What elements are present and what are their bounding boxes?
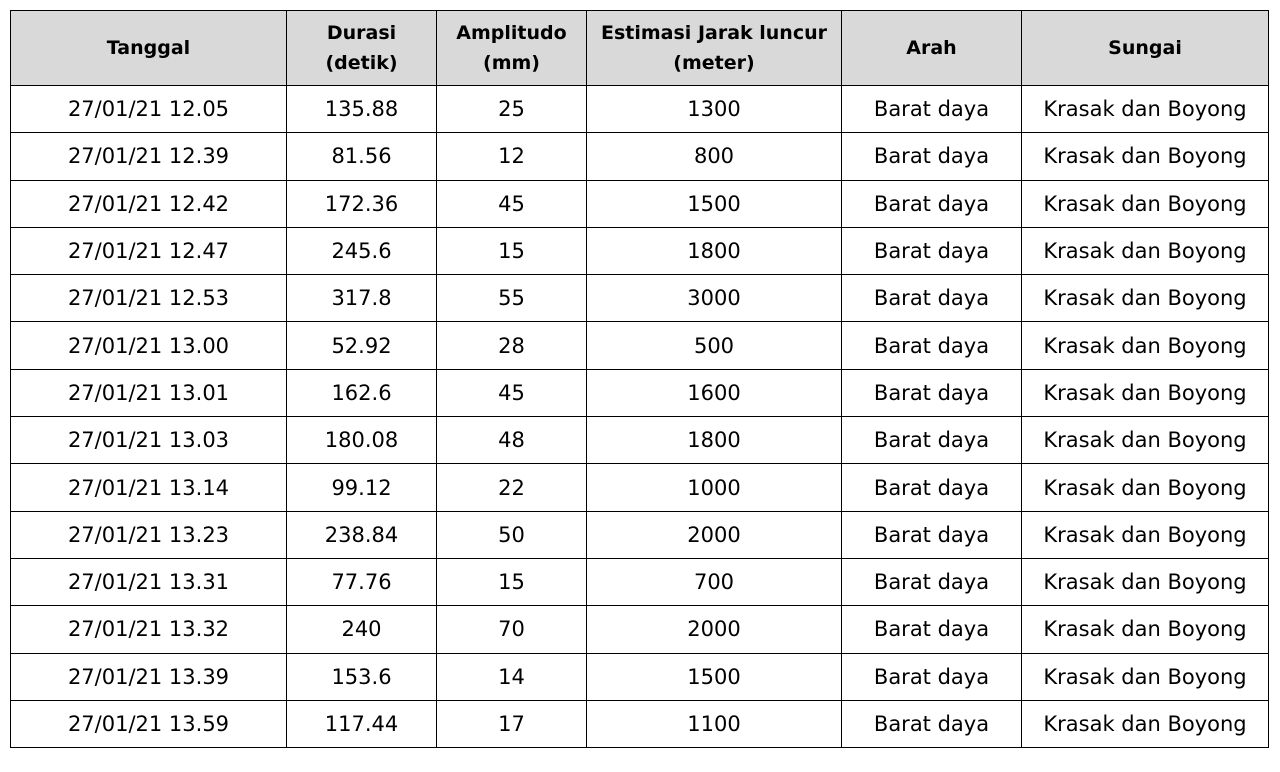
cell-jarak-luncur: 1500 <box>587 180 842 227</box>
cell-tanggal: 27/01/21 12.42 <box>11 180 287 227</box>
cell-jarak-luncur: 3000 <box>587 275 842 322</box>
header-estimasi-line1: Estimasi Jarak luncur <box>601 22 827 44</box>
cell-tanggal: 27/01/21 12.05 <box>11 86 287 133</box>
data-table-container <box>10 10 1268 748</box>
cell-sungai: Krasak dan Boyong <box>1022 606 1269 653</box>
header-sungai: Sungai <box>1022 11 1269 86</box>
cell-amplitudo: 55 <box>437 275 587 322</box>
cell-arah: Barat daya <box>842 322 1022 369</box>
cell-arah: Barat daya <box>842 180 1022 227</box>
awan-panas-table <box>10 10 1269 748</box>
header-amplitudo-line2: (mm) <box>483 52 540 74</box>
cell-tanggal: 27/01/21 13.59 <box>11 700 287 747</box>
table-body <box>11 86 1269 748</box>
header-durasi-line2: (detik) <box>325 52 398 74</box>
cell-tanggal: 27/01/21 13.32 <box>11 606 287 653</box>
cell-durasi: 153.6 <box>287 653 437 700</box>
header-row <box>11 11 1269 86</box>
cell-sungai: Krasak dan Boyong <box>1022 86 1269 133</box>
cell-durasi: 172.36 <box>287 180 437 227</box>
cell-durasi: 52.92 <box>287 322 437 369</box>
cell-durasi: 238.84 <box>287 511 437 558</box>
cell-sungai: Krasak dan Boyong <box>1022 558 1269 605</box>
header-arah: Arah <box>842 11 1022 86</box>
table-row <box>11 180 1269 227</box>
cell-arah: Barat daya <box>842 227 1022 274</box>
cell-sungai: Krasak dan Boyong <box>1022 464 1269 511</box>
table-row <box>11 558 1269 605</box>
cell-arah: Barat daya <box>842 369 1022 416</box>
cell-durasi: 317.8 <box>287 275 437 322</box>
cell-amplitudo: 48 <box>437 417 587 464</box>
cell-tanggal: 27/01/21 13.23 <box>11 511 287 558</box>
cell-tanggal: 27/01/21 13.00 <box>11 322 287 369</box>
table-header <box>11 11 1269 86</box>
header-durasi-line1: Durasi <box>326 22 397 44</box>
cell-amplitudo: 22 <box>437 464 587 511</box>
cell-durasi: 180.08 <box>287 417 437 464</box>
cell-jarak-luncur: 1000 <box>587 464 842 511</box>
cell-jarak-luncur: 1500 <box>587 653 842 700</box>
table-row <box>11 227 1269 274</box>
cell-arah: Barat daya <box>842 86 1022 133</box>
cell-tanggal: 27/01/21 13.01 <box>11 369 287 416</box>
table-row <box>11 322 1269 369</box>
cell-durasi: 117.44 <box>287 700 437 747</box>
cell-jarak-luncur: 2000 <box>587 511 842 558</box>
cell-amplitudo: 45 <box>437 180 587 227</box>
header-tanggal: Tanggal <box>11 11 287 86</box>
cell-sungai: Krasak dan Boyong <box>1022 417 1269 464</box>
table-row <box>11 275 1269 322</box>
cell-tanggal: 27/01/21 13.14 <box>11 464 287 511</box>
cell-arah: Barat daya <box>842 275 1022 322</box>
table-row <box>11 133 1269 180</box>
cell-tanggal: 27/01/21 13.39 <box>11 653 287 700</box>
cell-jarak-luncur: 700 <box>587 558 842 605</box>
cell-tanggal: 27/01/21 13.03 <box>11 417 287 464</box>
cell-amplitudo: 12 <box>437 133 587 180</box>
header-durasi <box>287 11 437 86</box>
cell-arah: Barat daya <box>842 700 1022 747</box>
cell-tanggal: 27/01/21 13.31 <box>11 558 287 605</box>
cell-sungai: Krasak dan Boyong <box>1022 133 1269 180</box>
cell-jarak-luncur: 1300 <box>587 86 842 133</box>
cell-amplitudo: 28 <box>437 322 587 369</box>
cell-jarak-luncur: 1800 <box>587 227 842 274</box>
cell-durasi: 77.76 <box>287 558 437 605</box>
cell-arah: Barat daya <box>842 464 1022 511</box>
table-row <box>11 653 1269 700</box>
cell-amplitudo: 25 <box>437 86 587 133</box>
header-amplitudo-line1: Amplitudo <box>456 22 567 44</box>
cell-sungai: Krasak dan Boyong <box>1022 700 1269 747</box>
cell-amplitudo: 15 <box>437 227 587 274</box>
cell-tanggal: 27/01/21 12.47 <box>11 227 287 274</box>
cell-jarak-luncur: 800 <box>587 133 842 180</box>
cell-amplitudo: 15 <box>437 558 587 605</box>
header-estimasi-line2: (meter) <box>673 52 755 74</box>
cell-durasi: 245.6 <box>287 227 437 274</box>
table-row <box>11 606 1269 653</box>
cell-arah: Barat daya <box>842 653 1022 700</box>
cell-sungai: Krasak dan Boyong <box>1022 369 1269 416</box>
cell-sungai: Krasak dan Boyong <box>1022 511 1269 558</box>
cell-durasi: 81.56 <box>287 133 437 180</box>
cell-arah: Barat daya <box>842 606 1022 653</box>
cell-sungai: Krasak dan Boyong <box>1022 275 1269 322</box>
cell-jarak-luncur: 2000 <box>587 606 842 653</box>
cell-sungai: Krasak dan Boyong <box>1022 180 1269 227</box>
cell-sungai: Krasak dan Boyong <box>1022 322 1269 369</box>
cell-durasi: 99.12 <box>287 464 437 511</box>
cell-arah: Barat daya <box>842 417 1022 464</box>
cell-tanggal: 27/01/21 12.53 <box>11 275 287 322</box>
header-amplitudo <box>437 11 587 86</box>
cell-arah: Barat daya <box>842 558 1022 605</box>
cell-jarak-luncur: 1800 <box>587 417 842 464</box>
cell-jarak-luncur: 1600 <box>587 369 842 416</box>
cell-amplitudo: 14 <box>437 653 587 700</box>
table-row <box>11 464 1269 511</box>
table-row <box>11 700 1269 747</box>
cell-jarak-luncur: 1100 <box>587 700 842 747</box>
cell-durasi: 135.88 <box>287 86 437 133</box>
cell-sungai: Krasak dan Boyong <box>1022 653 1269 700</box>
cell-durasi: 240 <box>287 606 437 653</box>
table-row <box>11 417 1269 464</box>
table-row <box>11 511 1269 558</box>
cell-sungai: Krasak dan Boyong <box>1022 227 1269 274</box>
cell-amplitudo: 70 <box>437 606 587 653</box>
cell-amplitudo: 45 <box>437 369 587 416</box>
cell-jarak-luncur: 500 <box>587 322 842 369</box>
cell-arah: Barat daya <box>842 511 1022 558</box>
table-row <box>11 369 1269 416</box>
cell-amplitudo: 50 <box>437 511 587 558</box>
cell-durasi: 162.6 <box>287 369 437 416</box>
cell-arah: Barat daya <box>842 133 1022 180</box>
cell-amplitudo: 17 <box>437 700 587 747</box>
table-row <box>11 86 1269 133</box>
header-estimasi <box>587 11 842 86</box>
cell-tanggal: 27/01/21 12.39 <box>11 133 287 180</box>
